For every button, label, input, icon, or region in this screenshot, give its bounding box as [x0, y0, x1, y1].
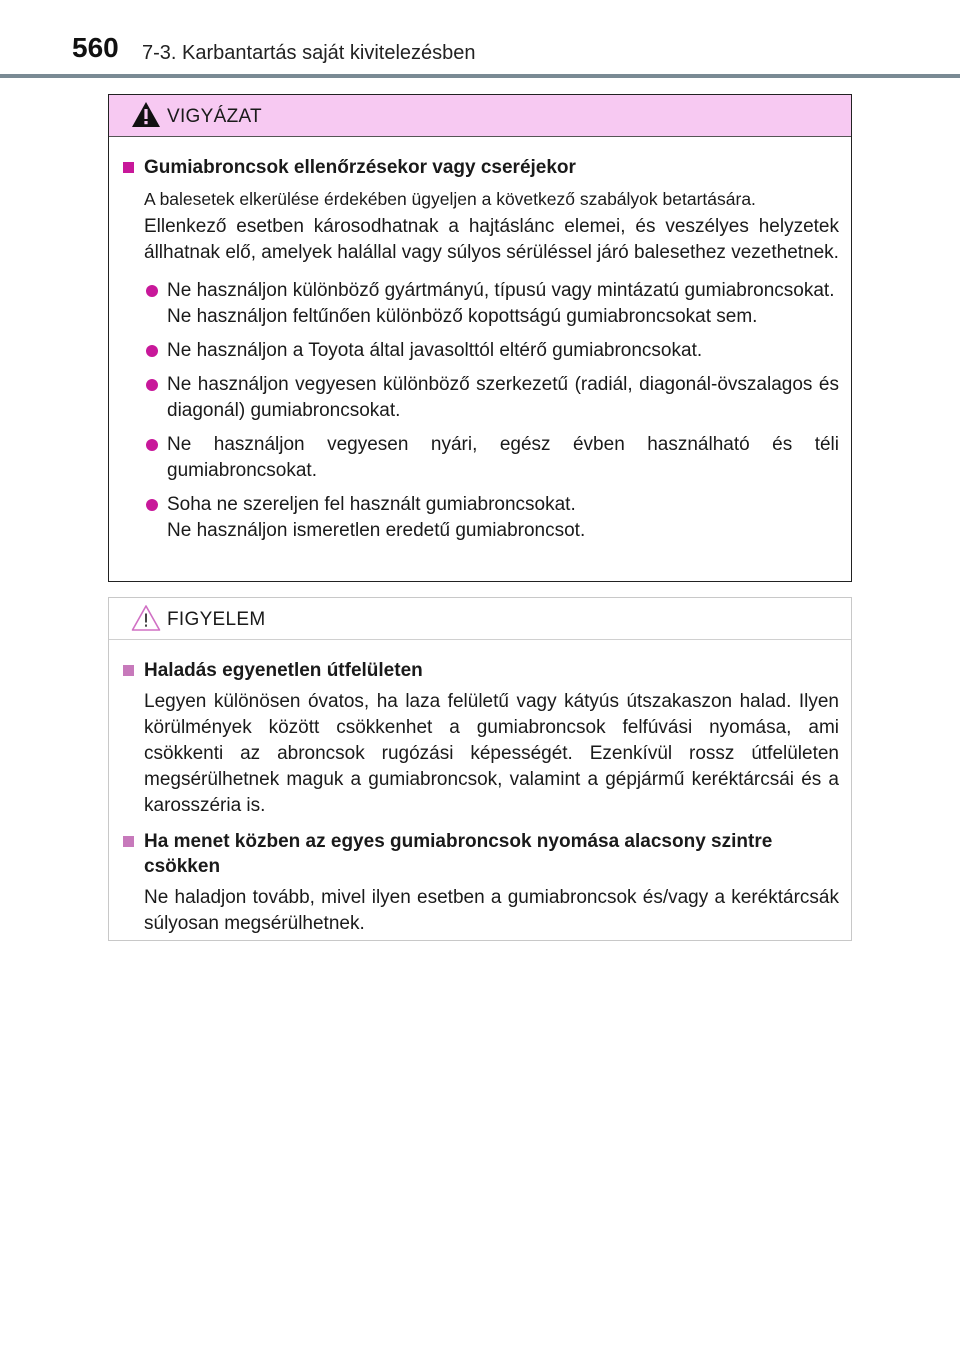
- notice-subheading-2: Ha menet közben az egyes gumiabroncsok nyomása alacsony szintre csökken: [121, 829, 839, 879]
- notice-box-body: [109, 640, 851, 937]
- warning-subheading: Gumiabroncsok ellenőrzésekor vagy cseréjekor: [121, 155, 839, 180]
- notice-text-2: Ne haladjon tovább, mivel ilyen esetben a gumiabroncsok és/vagy a keréktárcsák súlyosan megsérülhetnek.: [144, 887, 839, 934]
- bullet-dot-icon: [146, 439, 158, 451]
- warning-box: [108, 94, 852, 582]
- warning-intro-cont: Ellenkező esetben károsodhatnak a hajtáslánc elemei, és veszélyes helyzetek állhatnak elő, amelyek halállal vagy súlyos sérüléssel járó balesethez vezethetnek.: [144, 216, 839, 263]
- bullet-dot-icon: [146, 345, 158, 357]
- bullet-dot-icon: [146, 285, 158, 297]
- warning-box-header: [109, 95, 851, 137]
- notice-title: FIGYELEM: [167, 609, 266, 630]
- warning-triangle-icon: [131, 101, 161, 129]
- warning-bullet-4: Ne használjon vegyesen nyári, egész évben használható és téli gumiabroncsokat.: [121, 432, 839, 484]
- warning-bullet-2: Ne használjon a Toyota által javasolttól eltérő gumiabroncsokat.: [121, 338, 839, 364]
- warning-bullet-5: Soha ne szereljen fel használt gumiabroncsokat. Ne használjon ismeretlen eredetű gumiabroncsot.: [121, 492, 839, 544]
- page-number: 560: [72, 32, 119, 63]
- warning-bullet-1: Ne használjon különböző gyártmányú, típusú vagy mintázatú gumiabroncsokat. Ne használjon feltűnően különböző kopottságú gumiabroncsokat sem.: [121, 278, 839, 330]
- notice-text-1: Legyen különösen óvatos, ha laza felületű vagy kátyús útszakaszon halad. Ilyen körülmények között csökkenhet a gumiabroncsok felfúvási nyomása, ami csökkenti az abroncsok rugózási képességét. Ezenkívül rossz útfelületen megsérülhetnek maguk a gumiabroncsok, valamint a gépjármű keréktárcsái és a karosszéria is.: [144, 691, 839, 816]
- notice-subheading-1: Haladás egyenetlen útfelületen: [121, 658, 839, 683]
- section-square-icon: [123, 665, 134, 676]
- notice-box: [108, 597, 852, 941]
- warning-bullet-3: Ne használjon vegyesen különböző szerkezetű (radiál, diagonál-övszalagos és diagonál) gumiabroncsokat.: [121, 372, 839, 424]
- caution-triangle-outline-icon: [131, 604, 161, 632]
- warning-box-body: [109, 137, 851, 544]
- header-divider: [0, 74, 960, 78]
- section-square-icon: [123, 836, 134, 847]
- section-title: 7-3. Karbantartás saját kivitelezésben: [142, 42, 476, 64]
- warning-intro: A balesetek elkerülése érdekében ügyeljen a következő szabályok betartására.: [144, 189, 756, 209]
- notice-box-header: [109, 598, 851, 640]
- bullet-dot-icon: [146, 379, 158, 391]
- bullet-dot-icon: [146, 499, 158, 511]
- page-header: [0, 0, 960, 78]
- warning-title: VIGYÁZAT: [167, 106, 262, 127]
- section-square-icon: [123, 162, 134, 173]
